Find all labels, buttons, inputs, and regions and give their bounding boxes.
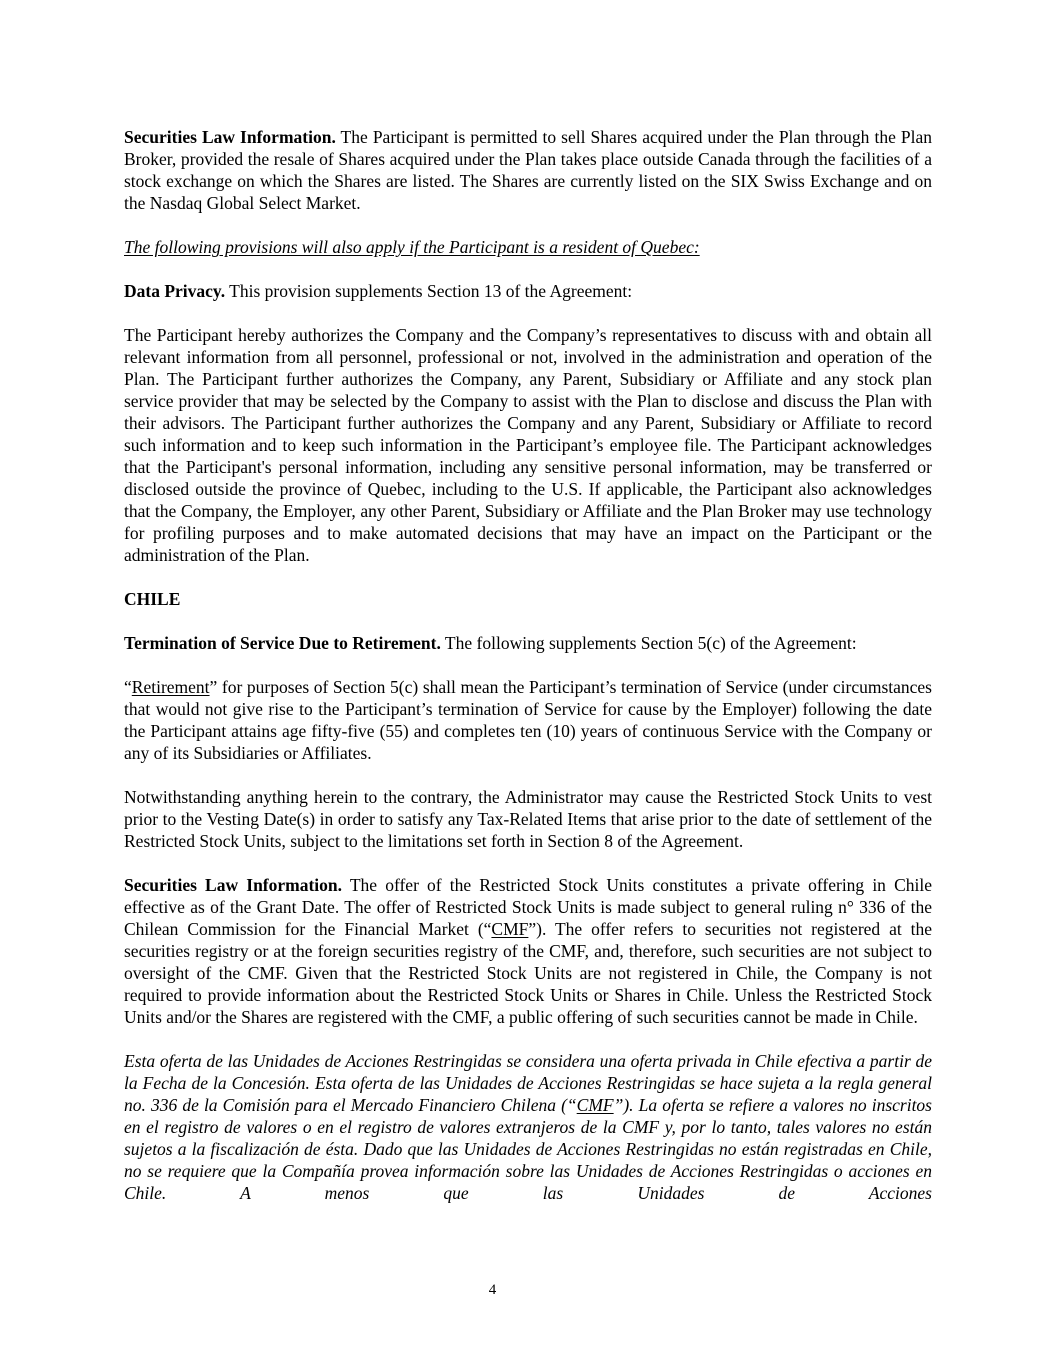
paragraph-retirement-definition [124, 676, 932, 764]
data-privacy-body: This provision supplements Section 13 of the Agreement: [225, 281, 633, 301]
paragraph-securities-law-chile-spanish [124, 1050, 932, 1204]
securities-law-chile-body-1: The offer of the Restricted Stock Units constitutes a private offering in Chile effective as of the Grant Date. The offer of Restricted Stock Units is made subject to general ruling n° 336 of the Chilean Commission for the Financial Market (“ [124, 875, 932, 939]
quebec-provisions-intro-text: The following provisions will also apply if the Participant is a resident of Quebec: [124, 237, 700, 257]
retirement-termination-body: The following supplements Section 5(c) of the Agreement: [440, 633, 857, 653]
spanish-body-1: Esta oferta de las Unidades de Acciones Restringidas se considera una oferta privada in Chile efectiva a partir de la Fecha de la Concesión. Esta oferta de las Unidades de Acciones Restringidas se hace sujeta a la regla general no. 336 de la Comisión para el Mercado Financiero Chilena (“ [124, 1051, 932, 1115]
page-number: 4 [488, 1282, 497, 1298]
early-vesting-text: Notwithstanding anything herein to the contrary, the Administrator may cause the Restricted Stock Units to vest prior to the Vesting Date(s) in order to satisfy any Tax-Related Items that arise prior to the date of settlement of the Restricted Stock Units, subject to the limitations set forth in Section 8 of the Agreement. [124, 787, 932, 851]
retirement-termination-lead: Termination of Service Due to Retirement. [124, 633, 441, 653]
spanish-body-2: ”). La oferta se refiere a valores no inscritos en el registro de valores o en el registro de valores extranjeros de la CMF y, por lo tanto, tales valores no están sujetos a la fiscalización de ésta. Dado que las Unidades de Acciones Restringidas no están registradas en Chile, no se requiere que la Compañía provea información sobre las Unidades de Acciones Restringidas o acciones en Chile. A menos que las Unidades de Acciones [124, 1095, 932, 1203]
paragraph-data-privacy [124, 280, 932, 302]
paragraph-securities-law-chile [124, 874, 932, 1028]
data-privacy-lead: Data Privacy. [124, 281, 226, 301]
securities-law-chile-body-2: ”). The offer refers to securities not registered at the securities registry or at the foreign securities registry of the CMF, and, therefore, such securities are not subject to oversight of the CMF. Given that the Restricted Stock Units are not registered in Chile, the Company is not required to provide information about the Restricted Stock Units or Shares in Chile. Unless the Restricted Stock Units and/or the Shares are registered with the CMF, a public offering of such securities cannot be made in Chile. [124, 919, 932, 1027]
securities-law-canada-body: The Participant is permitted to sell Shares acquired under the Plan through the Plan Broker, provided the resale of Shares acquired under the Plan takes place outside Canada through the facilities of a stock exchange on which the Shares are listed. The Shares are currently listed on the SIX Swiss Exchange and on the Nasdaq Global Select Market. [124, 127, 932, 213]
paragraph-retirement-termination [124, 632, 932, 654]
retirement-definition-rest: ” for purposes of Section 5(c) shall mean the Participant’s termination of Service (under circumstances that would not give rise to the Participant’s termination of Service for cause by the Employer) following the date the Participant attains age fifty-five (55) and completes ten (10) years of continuous Service with the Company or any of its Subsidiaries or Affiliates. [124, 677, 932, 763]
securities-law-canada-lead: Securities Law Information. [124, 127, 336, 147]
cmf-underlined-term: CMF [491, 919, 529, 939]
securities-law-chile-lead: Securities Law Information. [124, 875, 343, 895]
retirement-open-quote: “ [124, 677, 132, 697]
paragraph-securities-law-canada [124, 126, 932, 214]
quebec-provisions-intro [124, 236, 932, 258]
paragraph-early-vesting [124, 786, 932, 852]
document-content [124, 126, 932, 1226]
retirement-underlined-term: Retirement [131, 677, 210, 697]
paragraph-data-privacy-details [124, 324, 932, 566]
data-privacy-details-text: The Participant hereby authorizes the Company and the Company’s representatives to discuss with and obtain all relevant information from all personnel, professional or not, involved in the administration and operation of the Plan. The Participant further authorizes the Company, any Parent, Subsidiary or Affiliate and any stock plan service provider that may be selected by the Company to assist with the Plan to disclose and discuss the Plan with their advisors. The Participant further authorizes the Company and any Parent, Subsidiary or Affiliate to record such information and to keep such information in the Participant’s employee file. The Participant acknowledges that the Participant's personal information, including any sensitive personal information, may be transferred or disclosed outside the province of Quebec, including to the U.S. If applicable, the Participant also acknowledges that the Company, the Employer, any other Parent, Subsidiary or Affiliate and the Plan Broker may use technology for profiling purposes and to make automated decisions that may have an impact on the Participant or the administration of the Plan. [124, 325, 932, 565]
spanish-cmf-underlined-term: CMF [576, 1095, 614, 1115]
chile-heading: CHILE [124, 589, 181, 609]
